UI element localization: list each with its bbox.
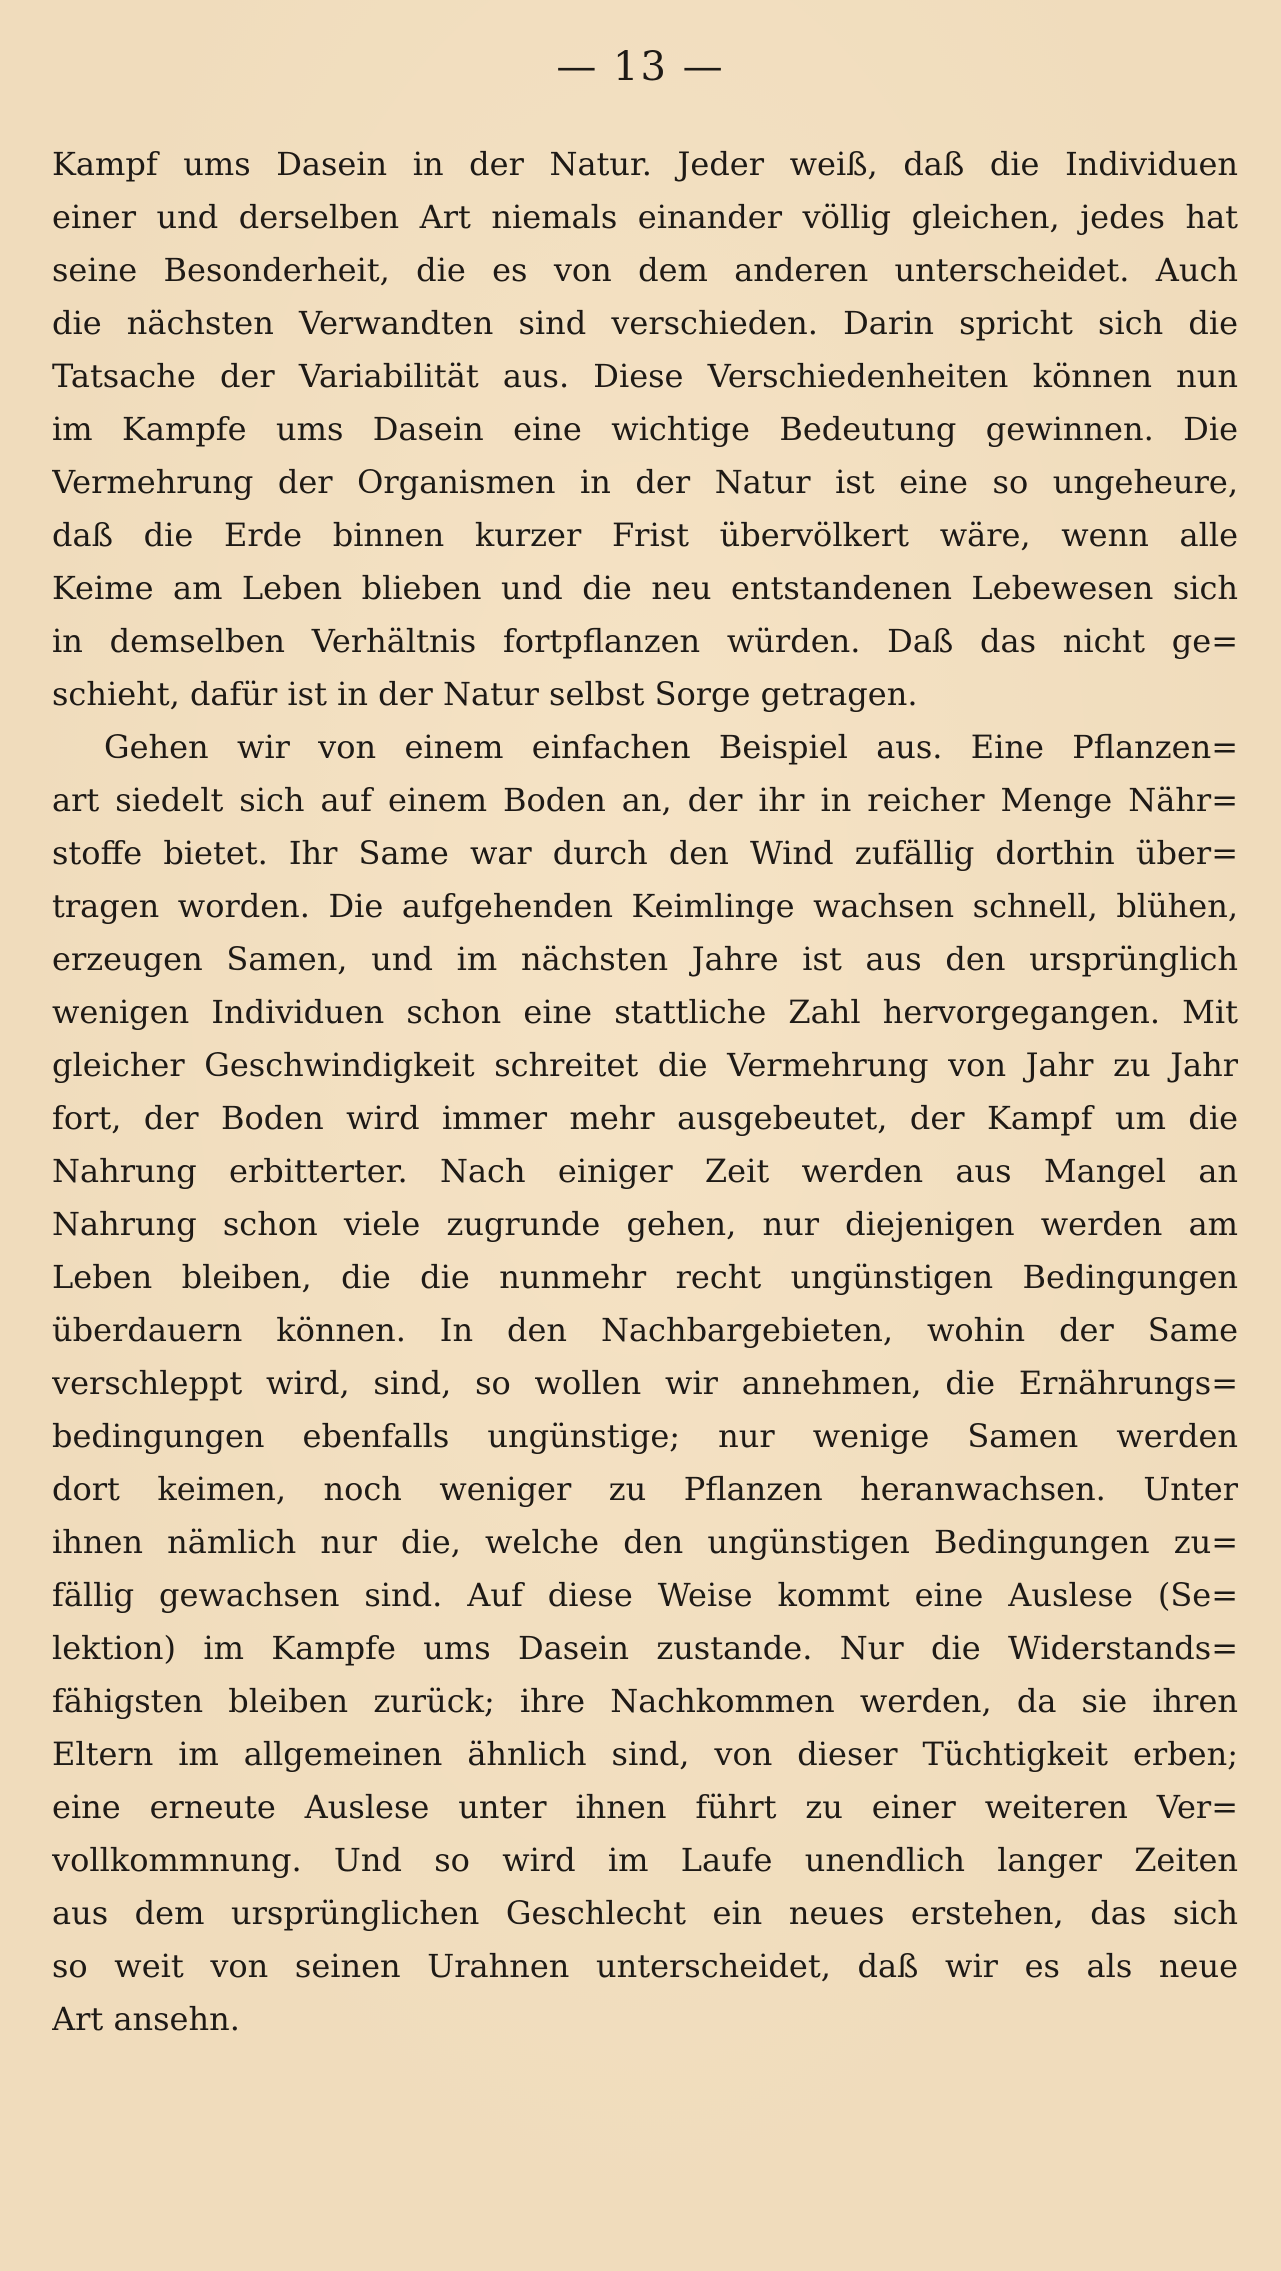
text-line: bedingungen ebenfalls ungünstige; nur wenige Samen werden: [52, 1417, 1238, 1455]
text-line: Leben bleiben, die die nunmehr recht ungünstigen Bedingungen: [52, 1258, 1238, 1296]
paragraph-1: [52, 138, 1238, 721]
text-line: fort, der Boden wird immer mehr ausgebeutet, der Kampf um die: [52, 1099, 1238, 1137]
text-line: die nächsten Verwandten sind verschieden. Darin spricht sich die: [52, 304, 1238, 342]
text-line: Gehen wir von einem einfachen Beispiel aus. Eine Pflanzen=: [104, 728, 1238, 766]
paragraph-2: [52, 721, 1238, 2046]
text-line: schieht, dafür ist in der Natur selbst Sorge getragen.: [52, 675, 918, 713]
text-line: einer und derselben Art niemals einander völlig gleichen, jedes hat: [52, 198, 1238, 236]
text-line: in demselben Verhältnis fortpflanzen würden. Daß das nicht ge=: [52, 622, 1238, 660]
text-line: daß die Erde binnen kurzer Frist übervölkert wäre, wenn alle: [52, 516, 1238, 554]
text-line: so weit von seinen Urahnen unterscheidet, daß wir es als neue: [52, 1947, 1238, 1985]
text-line: vollkommnung. Und so wird im Laufe unendlich langer Zeiten: [52, 1841, 1238, 1879]
text-line: eine erneute Auslese unter ihnen führt zu einer weiteren Ver=: [52, 1788, 1238, 1826]
text-line: aus dem ursprünglichen Geschlecht ein neues erstehen, das sich: [52, 1894, 1238, 1932]
page-number: — 13 —: [556, 44, 725, 90]
text-line: dort keimen, noch weniger zu Pflanzen heranwachsen. Unter: [52, 1470, 1238, 1508]
body-text: [52, 138, 1238, 2046]
text-line: art siedelt sich auf einem Boden an, der ihr in reicher Menge Nähr=: [52, 781, 1238, 819]
text-line: Kampf ums Dasein in der Natur. Jeder weiß, daß die Individuen: [52, 145, 1238, 183]
text-line: Nahrung erbitterter. Nach einiger Zeit werden aus Mangel an: [52, 1152, 1238, 1190]
text-line: fällig gewachsen sind. Auf diese Weise kommt eine Auslese (Se=: [52, 1576, 1238, 1614]
text-line: Vermehrung der Organismen in der Natur ist eine so ungeheure,: [52, 463, 1238, 501]
text-line: ihnen nämlich nur die, welche den ungünstigen Bedingungen zu=: [52, 1523, 1238, 1561]
text-line: Art ansehn.: [52, 2000, 240, 2038]
text-line: seine Besonderheit, die es von dem anderen unterscheidet. Auch: [52, 251, 1238, 289]
text-line: verschleppt wird, sind, so wollen wir annehmen, die Ernährungs=: [52, 1364, 1238, 1402]
text-line: Eltern im allgemeinen ähnlich sind, von dieser Tüchtigkeit erben;: [52, 1735, 1238, 1773]
text-line: lektion) im Kampfe ums Dasein zustande. Nur die Widerstands=: [52, 1629, 1238, 1667]
text-line: Keime am Leben blieben und die neu entstandenen Lebewesen sich: [52, 569, 1238, 607]
text-line: gleicher Geschwindigkeit schreitet die Vermehrung von Jahr zu Jahr: [52, 1046, 1238, 1084]
text-line: Nahrung schon viele zugrunde gehen, nur diejenigen werden am: [52, 1205, 1238, 1243]
text-line: Tatsache der Variabilität aus. Diese Verschiedenheiten können nun: [52, 357, 1238, 395]
text-line: stoffe bietet. Ihr Same war durch den Wind zufällig dorthin über=: [52, 834, 1238, 872]
text-line: tragen worden. Die aufgehenden Keimlinge wachsen schnell, blühen,: [52, 887, 1238, 925]
text-line: im Kampfe ums Dasein eine wichtige Bedeutung gewinnen. Die: [52, 410, 1238, 448]
text-line: wenigen Individuen schon eine stattliche Zahl hervorgegangen. Mit: [52, 993, 1238, 1031]
text-line: erzeugen Samen, und im nächsten Jahre ist aus den ursprünglich: [52, 940, 1238, 978]
text-line: überdauern können. In den Nachbargebieten, wohin der Same: [52, 1311, 1238, 1349]
text-line: fähigsten bleiben zurück; ihre Nachkommen werden, da sie ihren: [52, 1682, 1238, 1720]
